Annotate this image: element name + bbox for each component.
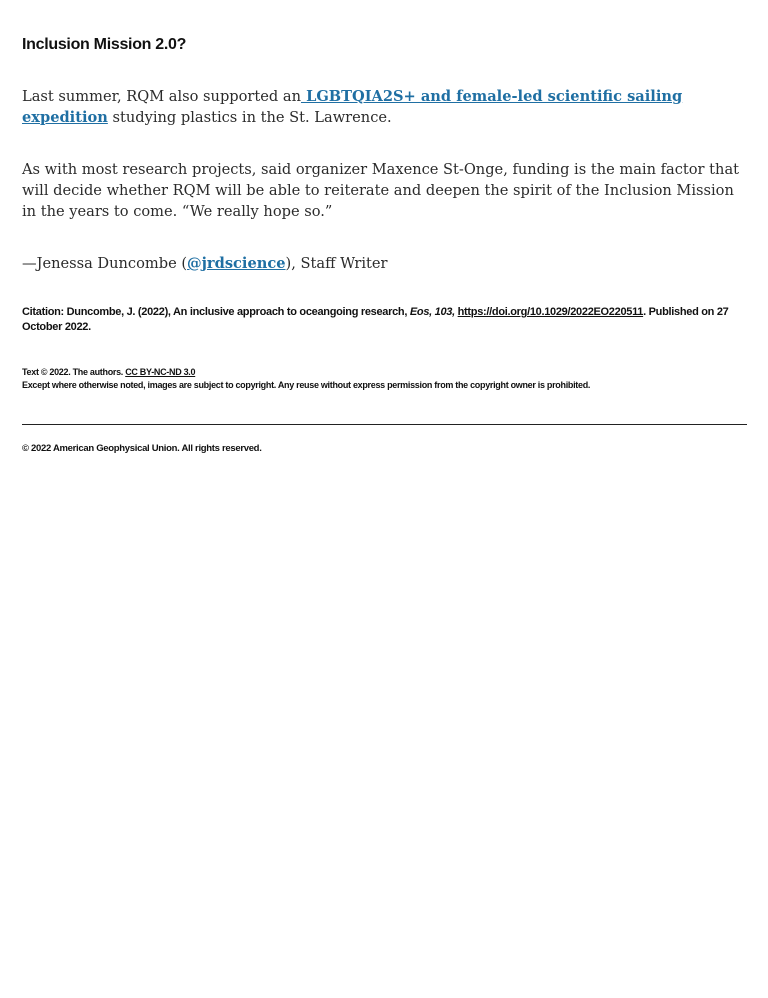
paragraph-text: studying plastics in the St. Lawrence. <box>107 109 392 126</box>
paragraph-funding: As with most research projects, said organizer Maxence St-Onge, funding is the main factor that will decide whether RQM will be able to reiterate and deepen the spirit of the Inclusion Mission in the years to come. “We really hope so.” <box>22 161 740 220</box>
byline-role: ), Staff Writer <box>285 255 388 272</box>
license-text: Text © 2022. The authors. <box>22 367 126 377</box>
section-heading: Inclusion Mission 2.0? <box>22 36 187 53</box>
image-copyright-notice: Except where otherwise noted, images are subject to copyright. Any reuse without express permission from the copyright owner is prohibited. <box>22 380 591 390</box>
paragraph-expedition <box>22 86 748 128</box>
author-handle-link[interactable]: @jrdscience <box>187 255 286 272</box>
byline-text: —Jenessa Duncombe ( <box>22 255 188 272</box>
author-byline <box>22 253 748 274</box>
citation-date: . Published on 27 October 2022. <box>22 306 729 333</box>
footer-copyright: © 2022 American Geophysical Union. All rights reserved. <box>22 443 262 454</box>
doi-link[interactable]: https://doi.org/10.1029/2022EO220511 <box>457 306 644 318</box>
citation-text: Citation: Duncombe, J. (2022), An inclusive approach to oceangoing research, <box>22 306 410 318</box>
license-line <box>22 366 748 379</box>
expedition-link[interactable]: LGBTQIA2S+ and female-led scientific sailing expedition <box>22 88 683 126</box>
paragraph-text: Last summer, RQM also supported an <box>22 88 301 105</box>
citation-block <box>22 305 748 335</box>
citation-journal: Eos, 103, <box>409 306 455 318</box>
license-block <box>22 366 748 392</box>
cc-license-link[interactable]: CC BY-NC-ND 3.0 <box>125 367 196 377</box>
footer-divider <box>22 424 747 425</box>
